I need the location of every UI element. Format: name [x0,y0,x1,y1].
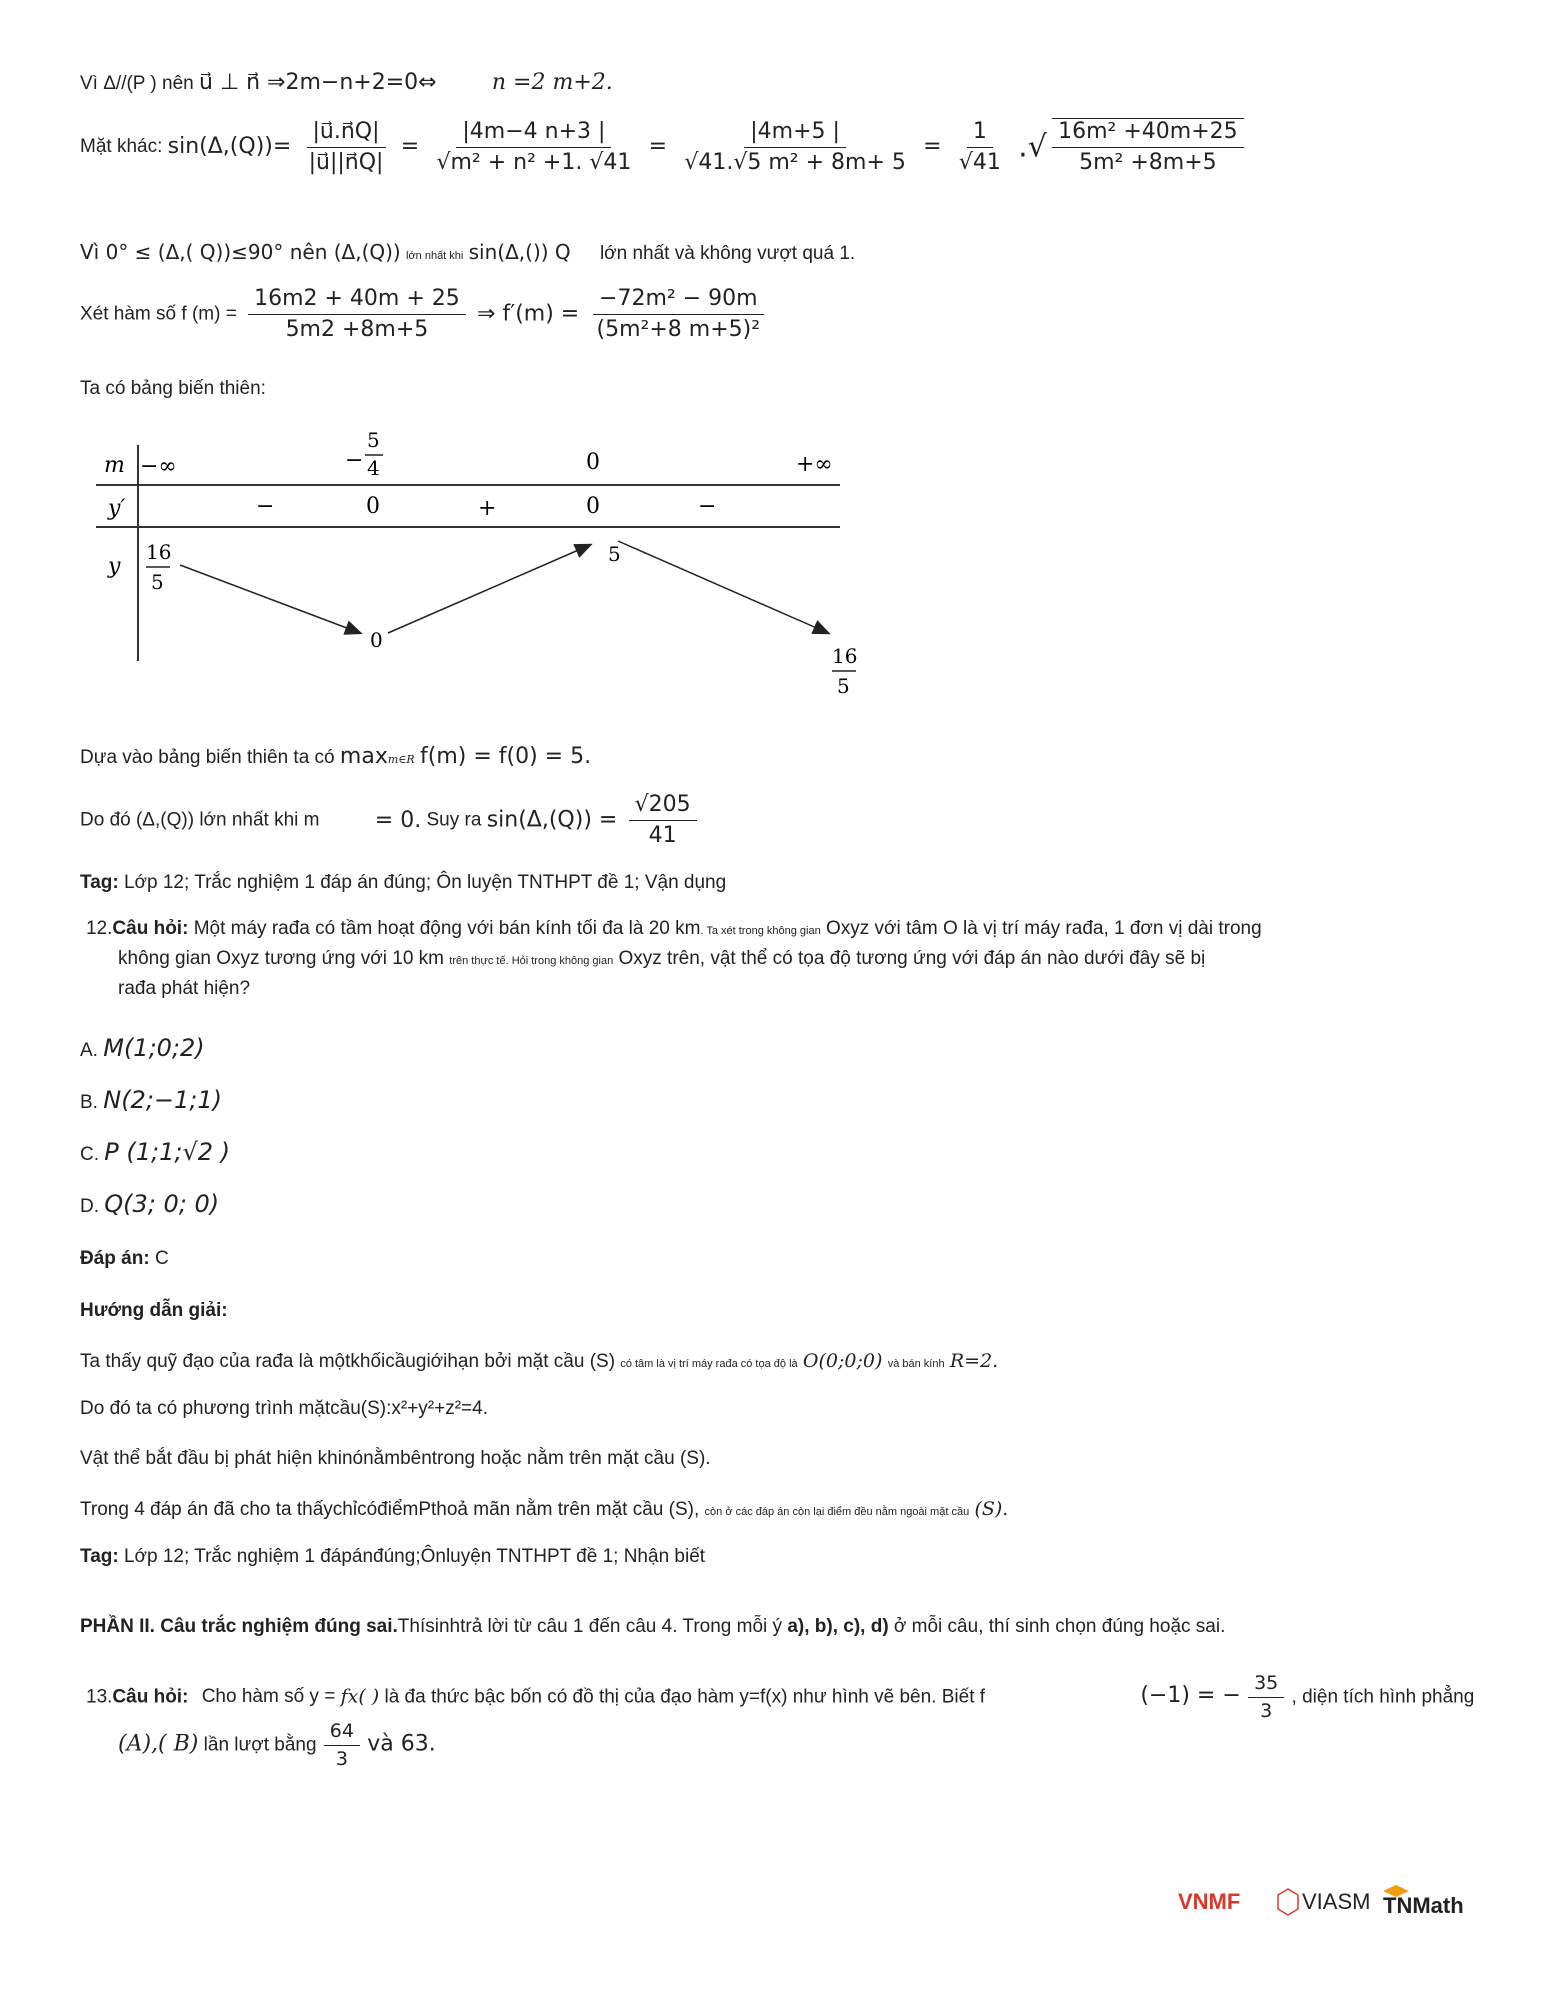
equals-sign: = [648,134,668,160]
q12-text1b: Oxyz với tâm O là vị trí máy rađa, 1 đơn vị dài trong [826,918,1262,939]
q13-fx: fx( ) [340,1685,380,1708]
row-label-y: y [108,554,121,579]
max-rest: f(m) = f(0) = 5. [419,744,592,769]
m-neg-inf: −∞ [140,454,177,479]
derivative-label: ⇒ f′(m) = [477,301,580,327]
fraction-1-num: |u⃗.n⃗Q| [307,119,386,148]
suy-ra: Suy ra [426,809,482,831]
after-table-line-1 [80,744,591,770]
function-fraction [248,286,466,344]
q13-frac2-den: 3 [335,1747,348,1770]
q12-small1: . Ta xét trong không gian [700,925,821,937]
q13-line-2 [118,1720,436,1771]
equals-sign: = [400,134,420,160]
q12-label: Câu hỏi: [112,918,189,939]
fraction-4 [953,119,1007,177]
fraction-5 [1052,118,1244,177]
answer-value: C [154,1248,169,1269]
fraction-1 [303,119,390,177]
yprime-zero-1: 0 [366,494,380,519]
q12-line-3: rađa phát hiện? [118,978,251,999]
option-a-value: M(1;0;2) [103,1034,205,1062]
answer-line [80,1248,169,1271]
fraction-3 [678,119,912,177]
guide-4-end: (S). [974,1498,1009,1520]
option-c[interactable] [80,1138,230,1166]
intro-line-4 [80,286,772,344]
guide-1-origin: O(0;0;0) [802,1350,883,1372]
max-sub: m∈R [387,753,415,766]
y-end-sixteen: 16 [832,644,858,668]
arrow-down-2 [618,541,828,633]
bbt-label: Ta có bảng biến thiên: [80,378,266,399]
intro-line-1 [80,70,613,96]
tag-line-12 [80,1546,705,1569]
intro-line3-small: lớn nhất khi [406,250,464,262]
q12-text2b: Oxyz trên, vật thể có tọa độ tương ứng với đáp án nào dưới đây sẽ bị [618,948,1206,969]
y-end-five: 5 [837,674,850,698]
q13-math1: (−1) = − [1140,1683,1241,1709]
fraction-2-num: |4m−4 n+3 | [456,119,611,148]
y-start-sixteen: 16 [146,540,172,564]
m-pos-inf: +∞ [796,452,833,477]
q13-label: Câu hỏi: [112,1686,189,1708]
guide-label: Hướng dẫn giải: [80,1300,228,1321]
intro-line3-suffix: lớn nhất và không vượt quá 1. [599,243,856,264]
guide-line-3: Vật thể bắt đầu bị phát hiện khinónằmbêntrong hoặc nằm trên mặt cầu (S). [80,1448,711,1469]
guide-1-radius: R=2. [949,1350,999,1372]
vnmf-logo: VNMF [1178,1889,1241,1914]
footer-logos [1178,1883,1478,1923]
arrow-up [388,545,590,633]
variation-table [88,425,878,705]
function-label: Xét hàm số f (m) = [80,303,237,325]
viasm-logo-icon [1278,1889,1298,1915]
guide-1-small: có tâm là vị trí máy rađa có tọa độ là [620,1358,798,1370]
q13-ab: (A),( B) [118,1731,199,1757]
do-do-prefix: Do đó (Δ,(Q)) lớn nhất khi m [80,809,320,831]
option-b-value: N(2;−1;1) [103,1086,223,1114]
part2-bold-items: a), b), c), d) [787,1616,889,1637]
intro-line2-sin: sin(Δ,(Q))= [167,134,292,160]
q13-text2c: và 63. [367,1731,436,1757]
function-den: 5m2 +8m+5 [285,317,429,343]
q13-number: 13. [86,1686,113,1708]
q12-text2: không gian Oxyz tương ứng với 10 km [118,948,445,969]
q13-fraction-2 [324,1720,360,1771]
m-five: 5 [367,428,380,452]
tnmath-logo: TNMath [1383,1893,1464,1918]
viasm-logo: VIASM [1302,1889,1371,1914]
fraction-3-den: √41.√5 m² + 8m+ 5 [684,149,906,175]
q13-frac-den: 3 [1260,1699,1273,1722]
fraction-4-den: √41 [958,149,1001,175]
q12-line-1 [86,918,1262,941]
sin-equals: sin(Δ,(Q)) = [486,807,618,833]
yprime-plus: + [478,496,497,521]
part2-title: PHẦN II. Câu trắc nghiệm đúng sai. [80,1616,398,1637]
intro-line1-math: u⃗ ⊥ n⃗ ⇒2m−n+2=0⇔ [199,70,437,95]
after-table-line-2 [80,792,703,850]
equals-sign: = [923,134,942,160]
sqrt-sign: .√ [1018,129,1047,165]
tag-12-text: Lớp 12; Trắc nghiệm 1 đápánđúng;Ônluyện TNTHPT đề 1; Nhận biết [123,1546,706,1567]
part2-text: Thísinhtrả lời từ câu 1 đến câu 4. Trong mỗi ý [397,1616,783,1637]
tag-text: Lớp 12; Trắc nghiệm 1 đáp án đúng; Ôn luyện TNTHPT đề 1; Vận dụng [123,872,727,893]
row-label-yprime: y′ [108,496,126,521]
y-min-zero: 0 [370,628,383,652]
guide-1-small2: và bán kính [887,1358,945,1370]
option-b-letter: B. [80,1092,98,1113]
part2-text2: ở mỗi câu, thí sinh chọn đúng hoặc sai. [893,1616,1226,1637]
fraction-4-num: 1 [967,119,993,148]
option-c-value: P (1;1;√2 ) [104,1138,231,1166]
q12-number: 12. [86,918,113,939]
q13-text1c: là đa thức bậc bốn có đồ thị của đạo hàm y=f(x) như hình vẽ bên. Biết f [384,1686,986,1708]
q13-text1: Cho hàm số y = [201,1686,336,1708]
derivative-num: −72m² − 90m [593,286,764,315]
y-max-five: 5 [608,542,621,566]
q13-frac-num: 35 [1248,1672,1284,1698]
intro-line-2 [80,118,1250,177]
yprime-minus-1: − [256,494,275,519]
fraction-1-den: |u⃗||n⃗Q| [308,149,384,175]
q12-text1: Một máy rađa có tầm hoạt động với bán kính tối đa là 20 km [193,918,701,939]
m-zero: 0 [586,450,600,475]
fraction-2 [430,119,637,177]
derivative-fraction [591,286,767,344]
tag-line-11 [80,872,726,895]
q13-text1d: , diện tích hình phẳng [1291,1686,1475,1708]
q13-frac2-num: 64 [324,1720,360,1746]
logos-svg [1178,1883,1478,1923]
q13-fraction [1248,1672,1284,1723]
yprime-minus-2: − [698,494,717,519]
guide-line-2: Do đó ta có phương trình mặtcầu(S):x²+y²+z²=4. [80,1398,488,1419]
intro-line2-label: Mặt khác: [80,135,163,157]
option-a-letter: A. [80,1040,98,1061]
intro-line3-prefix: Vì 0° ≤ (Δ,( Q))≤90° nên (Δ,(Q)) [80,240,401,264]
option-b[interactable] [80,1086,222,1114]
result-den: 41 [648,823,677,849]
function-num: 16m2 + 40m + 25 [248,286,466,315]
intro-line3-mid: sin(Δ,()) Q [468,240,571,264]
y-start-five: 5 [151,570,164,594]
intro-line-3 [80,240,855,266]
intro-line1-prefix: Vì Δ//(P ) nên [80,73,194,94]
fraction-3-num: |4m+5 | [744,119,846,148]
fraction-5-num: 16m² +40m+25 [1052,119,1244,148]
answer-label: Đáp án: [80,1248,150,1269]
result-num: √205 [629,792,697,821]
guide-line-4 [80,1498,1008,1522]
q12-line-2 [118,948,1205,971]
q12-small2: trên thực tế. Hỏi trong không gian [449,955,614,967]
part2-line [80,1616,1225,1639]
guide-line-1 [80,1350,998,1374]
m-equals-zero: = 0. [374,807,422,833]
m-four: 4 [367,456,380,480]
result-fraction [629,792,697,850]
option-d-value: Q(3; 0; 0) [104,1190,220,1218]
option-d[interactable] [80,1190,219,1218]
max-text: max [339,744,388,769]
row-label-m: m [104,453,125,478]
fraction-2-den: √m² + n² +1. √41 [436,149,632,175]
fraction-5-den: 5m² +8m+5 [1079,150,1217,176]
tag-12-label: Tag: [80,1546,119,1567]
arrow-down-1 [180,565,360,633]
guide-4-small: còn ở các đáp án còn lại điểm đều nằm ngoài mặt cầu [704,1506,970,1518]
max-prefix: Dựa vào bảng biến thiên ta có [80,747,335,768]
option-a[interactable] [80,1034,205,1062]
q13-text2b: lần lượt bằng [203,1734,317,1756]
guide-1-text: Ta thấy quỹ đạo của rađa là mộtkhốicầugiớihạn bởi mặt cầu (S) [80,1351,616,1372]
guide-4-text: Trong 4 đáp án đã cho ta thấychỉcóđiểmPthoả mãn nằm trên mặt cầu (S), [80,1499,700,1520]
tag-label: Tag: [80,872,119,893]
m-neg-sign: − [345,448,364,473]
q13-line-1 [86,1672,1474,1723]
derivative-den: (5m²+8 m+5)² [596,317,761,343]
yprime-zero-2: 0 [586,494,600,519]
option-d-letter: D. [80,1196,99,1217]
option-c-letter: C. [80,1144,99,1165]
intro-line1-result: n =2 m+2. [491,70,613,95]
